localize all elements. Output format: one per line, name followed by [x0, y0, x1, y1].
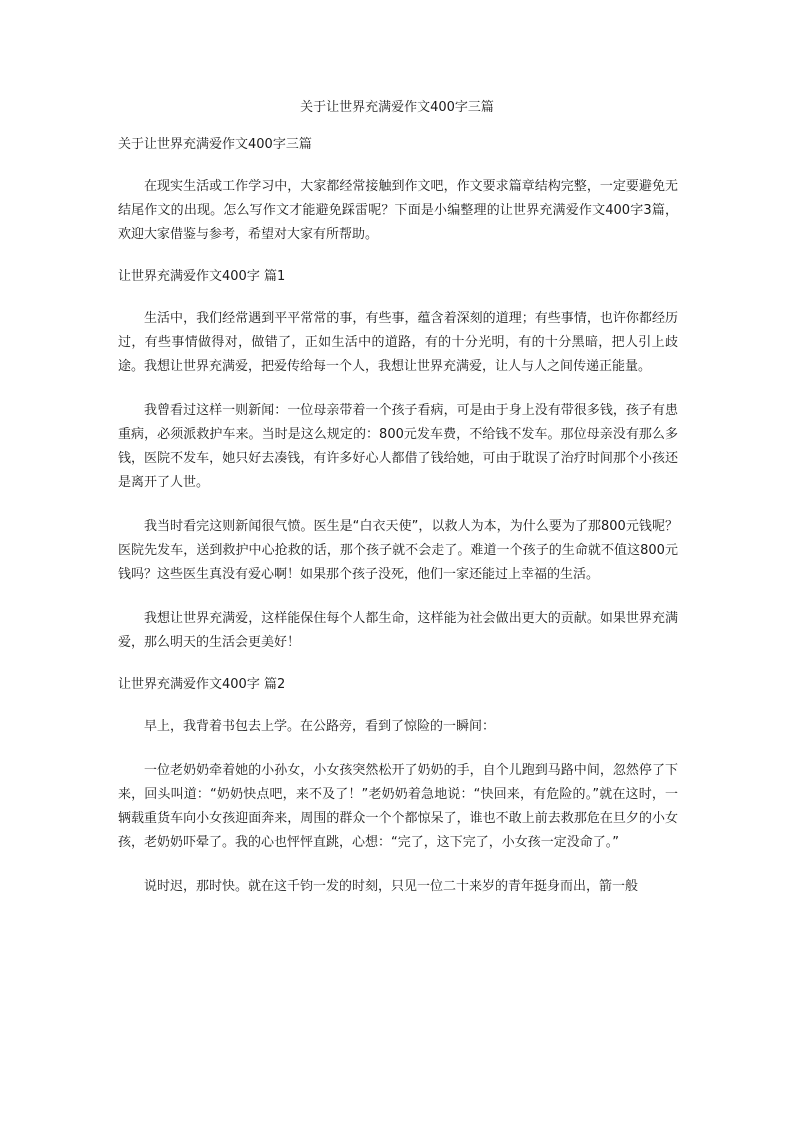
section2-paragraph: 早上，我背着书包去上学。在公路旁，看到了惊险的一瞬间： — [144, 719, 496, 734]
section-heading-1: 让世界充满爱作文400字 篇1 — [118, 269, 286, 284]
section1-paragraph: 我曾看过这样一则新闻：一位母亲带着一个孩子看病，可是由于身上没有带很多钱，孩子有患重病，必须派救护车来。当时是这么规定的：800元发车费，不给钱不发车。那位母亲没有那么多钱，医院不发车，她只好去凑钱，有许多好心人都借了钱给她，可由于耽误了治疗时间那个小孩还是离开了人世。 — [118, 403, 678, 490]
section1-paragraph: 我想让世界充满爱，这样能保住每个人都生命，这样能为社会做出更大的贡献。如果世界充满爱，那么明天的生活会更美好！ — [118, 611, 678, 650]
section1-paragraph: 生活中，我们经常遇到平平常常的事，有些事，蕴含着深刻的道理；有些事情，也许你都经历过，有些事情做得对，做错了，正如生活中的道路，有的十分光明，有的十分黑暗，把人引上歧途。我想让世界充满爱，把爱传给每一个人，我想让世界充满爱，让人与人之间传递正能量。 — [118, 311, 678, 374]
section1-paragraph: 我当时看完这则新闻很气愤。医生是“白衣天使”，以救人为本，为什么要为了那800元钱呢？医院先发车，送到救护中心抢救的话，那个孩子就不会走了。难道一个孩子的生命就不值这800元钱吗？这些医生真没有爱心啊！如果那个孩子没死，他们一家还能过上幸福的生活。 — [118, 519, 678, 582]
page-title: 关于让世界充满爱作文400字三篇 — [300, 100, 494, 115]
section2-paragraph: 一位老奶奶牵着她的小孙女，小女孩突然松开了奶奶的手，自个儿跑到马路中间，忽然停了下来，回头叫道：“奶奶快点吧，来不及了！”老奶奶着急地说：“快回来，有危险的。”就在这时，一辆载重货车向小女孩迎面奔来，周围的群众一个个都惊呆了，谁也不敢上前去救那危在旦夕的小女孩，老奶奶吓晕了。我的心也怦怦直跳，心想：“完了，这下完了，小女孩一定没命了。” — [118, 763, 678, 850]
intro-paragraph: 在现实生活或工作学习中，大家都经常接触到作文吧，作文要求篇章结构完整，一定要避免无结尾作文的出现。怎么写作文才能避免踩雷呢？下面是小编整理的让世界充满爱作文400字3篇，欢迎大家借鉴与参考，希望对大家有所帮助。 — [118, 179, 678, 242]
section2-paragraph: 说时迟，那时快。就在这千钧一发的时刻，只见一位二十来岁的青年挺身而出，箭一般 — [144, 879, 639, 894]
document-body — [118, 135, 678, 919]
document-subtitle: 关于让世界充满爱作文400字三篇 — [118, 137, 312, 152]
section-heading-2: 让世界充满爱作文400字 篇2 — [118, 677, 286, 692]
